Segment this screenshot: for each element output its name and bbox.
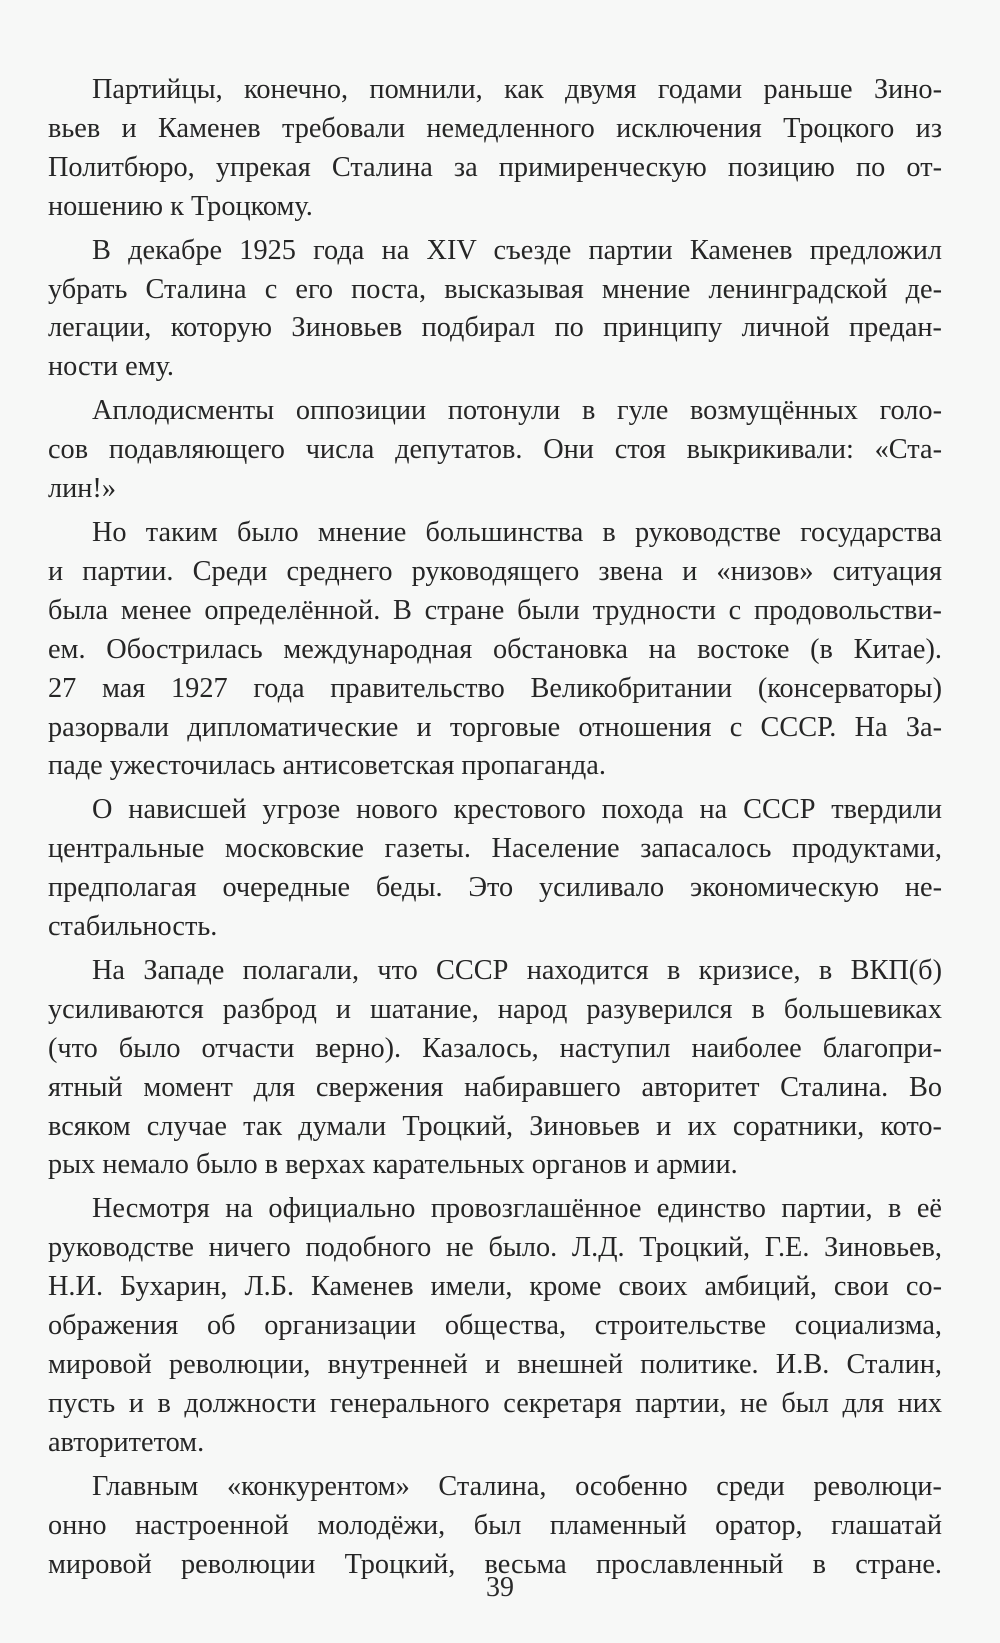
text-line: онно настроенной молодёжи, был пламенный оратор, глашатай: [48, 1509, 942, 1541]
text-line: пусть и в должности генерального секретаря партии, не был для них: [48, 1387, 942, 1419]
text-line: Аплодисменты оппозиции потонули в гуле возмущённых голо-: [92, 395, 942, 427]
text-line: Главным «конкурентом» Сталина, особенно среди революци-: [92, 1470, 942, 1502]
text-line: рых немало было в верхах карательных органов и армии.: [48, 1149, 738, 1181]
text-line: разорвали дипломатические и торговые отношения с СССР. На За-: [48, 711, 942, 743]
text-line: ятный момент для свержения набиравшего авторитет Сталина. Во: [48, 1071, 942, 1103]
body-text: [48, 71, 942, 1589]
text-line: легации, которую Зиновьев подбирал по принципу личной предан-: [48, 312, 942, 344]
page-number: 39: [486, 1572, 514, 1603]
paragraph: [48, 392, 942, 509]
text-line: лин!»: [48, 473, 116, 505]
text-line: и партии. Среди среднего руководящего звена и «низов» ситуация: [48, 555, 942, 587]
text-line: мировой революции, внутренней и внешней политике. И.В. Сталин,: [48, 1349, 942, 1380]
text-line: В декабре 1925 года на XIV съезде партии Каменев предложил: [92, 234, 942, 266]
text-line: ем. Обострилась международная обстановка на востоке (в Китае).: [48, 633, 942, 665]
paragraph: [48, 952, 942, 1185]
text-line: Несмотря на официально провозглашённое единство партии, в её: [92, 1193, 942, 1225]
paragraph: [48, 232, 942, 388]
text-line: мировой революции Троцкий, весьма прославленный в стране.: [48, 1548, 942, 1580]
paragraph: [48, 514, 942, 786]
text-line: 27 мая 1927 года правительство Великобритании (консерваторы): [48, 672, 942, 704]
text-line: предполагая очередные беды. Это усиливало экономическую не-: [48, 872, 942, 904]
text-line: Политбюро, упрекая Сталина за примиренческую позицию по от-: [48, 151, 942, 183]
text-line: руководстве ничего подобного не было. Л.Д. Троцкий, Г.Е. Зиновьев,: [48, 1232, 942, 1264]
text-line: убрать Сталина с его поста, высказывая мнение ленинградской де-: [48, 273, 942, 305]
text-line: О нависшей угрозе нового крестового похода на СССР твердили: [92, 794, 942, 826]
text-line: Но таким было мнение большинства в руководстве государства: [92, 516, 942, 548]
text-line: На Западе полагали, что СССР находится в кризисе, в ВКП(б): [92, 954, 942, 986]
paragraph: [48, 71, 942, 227]
text-line: Партийцы, конечно, помнили, как двумя годами раньше Зино-: [92, 74, 942, 105]
text-line: ности ему.: [48, 351, 174, 383]
text-line: всяком случае так думали Троцкий, Зиновьев и их соратники, кото-: [48, 1110, 942, 1142]
text-line: Н.И. Бухарин, Л.Б. Каменев имели, кроме своих амбиций, свои со-: [48, 1271, 942, 1303]
text-line: авторитетом.: [48, 1426, 205, 1458]
text-line: ношению к Троцкому.: [48, 190, 313, 222]
text-line: вьев и Каменев требовали немедленного исключения Троцкого из: [48, 112, 942, 144]
paragraph: [48, 791, 942, 947]
text-line: усиливаются разброд и шатание, народ разуверился в большевиках: [48, 993, 942, 1025]
paragraph: [48, 1468, 942, 1585]
text-line: сов подавляющего числа депутатов. Они стоя выкрикивали: «Ста-: [48, 434, 942, 466]
paragraph: [48, 1190, 942, 1462]
text-line: центральные московские газеты. Население запасалось продуктами,: [48, 833, 942, 865]
text-line: (что было отчасти верно). Казалось, наступил наиболее благопри-: [48, 1032, 942, 1064]
text-line: паде ужесточилась антисоветская пропаганда.: [48, 750, 606, 782]
text-line: была менее определённой. В стране были трудности с продовольстви-: [48, 594, 942, 626]
text-line: стабильность.: [48, 911, 218, 943]
text-line: ображения об организации общества, строительстве социализма,: [48, 1310, 942, 1342]
